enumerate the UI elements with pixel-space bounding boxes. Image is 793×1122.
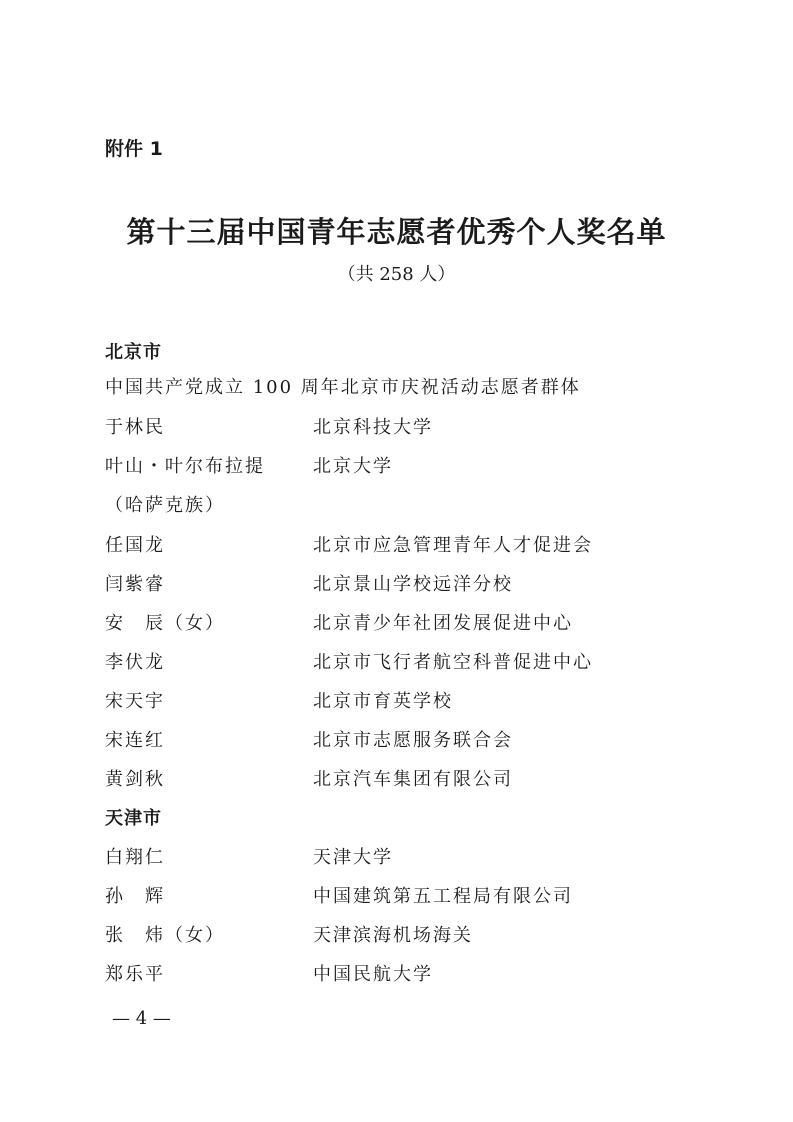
- organization: 北京市志愿服务联合会: [313, 730, 513, 751]
- organization: 北京市应急管理青年人才促进会: [313, 535, 593, 556]
- organization: 天津滨海机场海关: [313, 925, 473, 946]
- organization: 中国建筑第五工程局有限公司: [313, 886, 573, 907]
- organization: 北京科技大学: [313, 417, 433, 438]
- organization: 北京市育英学校: [313, 691, 453, 712]
- organization: 北京景山学校远洋分校: [313, 574, 513, 595]
- organization: 北京汽车集团有限公司: [313, 769, 513, 790]
- person-name: 孙 辉: [105, 886, 165, 907]
- organization: 天津大学: [313, 847, 393, 868]
- person-name: 于林民: [105, 417, 165, 438]
- person-name: 李伏龙: [105, 652, 165, 673]
- person-name: 闫紫睿: [105, 574, 165, 595]
- person-name: 黄剑秋: [105, 769, 165, 790]
- organization: 北京青少年社团发展促进中心: [313, 613, 573, 634]
- person-name: 张 炜（女）: [105, 925, 225, 946]
- person-name: 叶山・叶尔布拉提: [105, 456, 265, 477]
- person-name: 安 辰（女）: [105, 613, 225, 634]
- region-heading-tianjin: 天津市: [105, 808, 162, 829]
- person-name: 任国龙: [105, 535, 165, 556]
- page-number: — 4 —: [112, 1008, 171, 1029]
- organization: 北京市飞行者航空科普促进中心: [313, 652, 593, 673]
- region-heading-beijing: 北京市: [105, 342, 162, 363]
- person-name: 郑乐平: [105, 964, 165, 985]
- document-title: 第十三届中国青年志愿者优秀个人奖名单: [126, 215, 667, 249]
- attachment-label: 附件 1: [105, 138, 163, 160]
- group-name: 中国共产党成立 100 周年北京市庆祝活动志愿者群体: [105, 377, 581, 398]
- person-name: 白翔仁: [105, 847, 165, 868]
- organization: 中国民航大学: [313, 964, 433, 985]
- person-name: 宋天宇: [105, 691, 165, 712]
- ethnicity-note: （哈萨克族）: [105, 495, 225, 516]
- person-name: 宋连红: [105, 730, 165, 751]
- organization: 北京大学: [313, 456, 393, 477]
- document-subtitle: （共 258 人）: [337, 264, 456, 285]
